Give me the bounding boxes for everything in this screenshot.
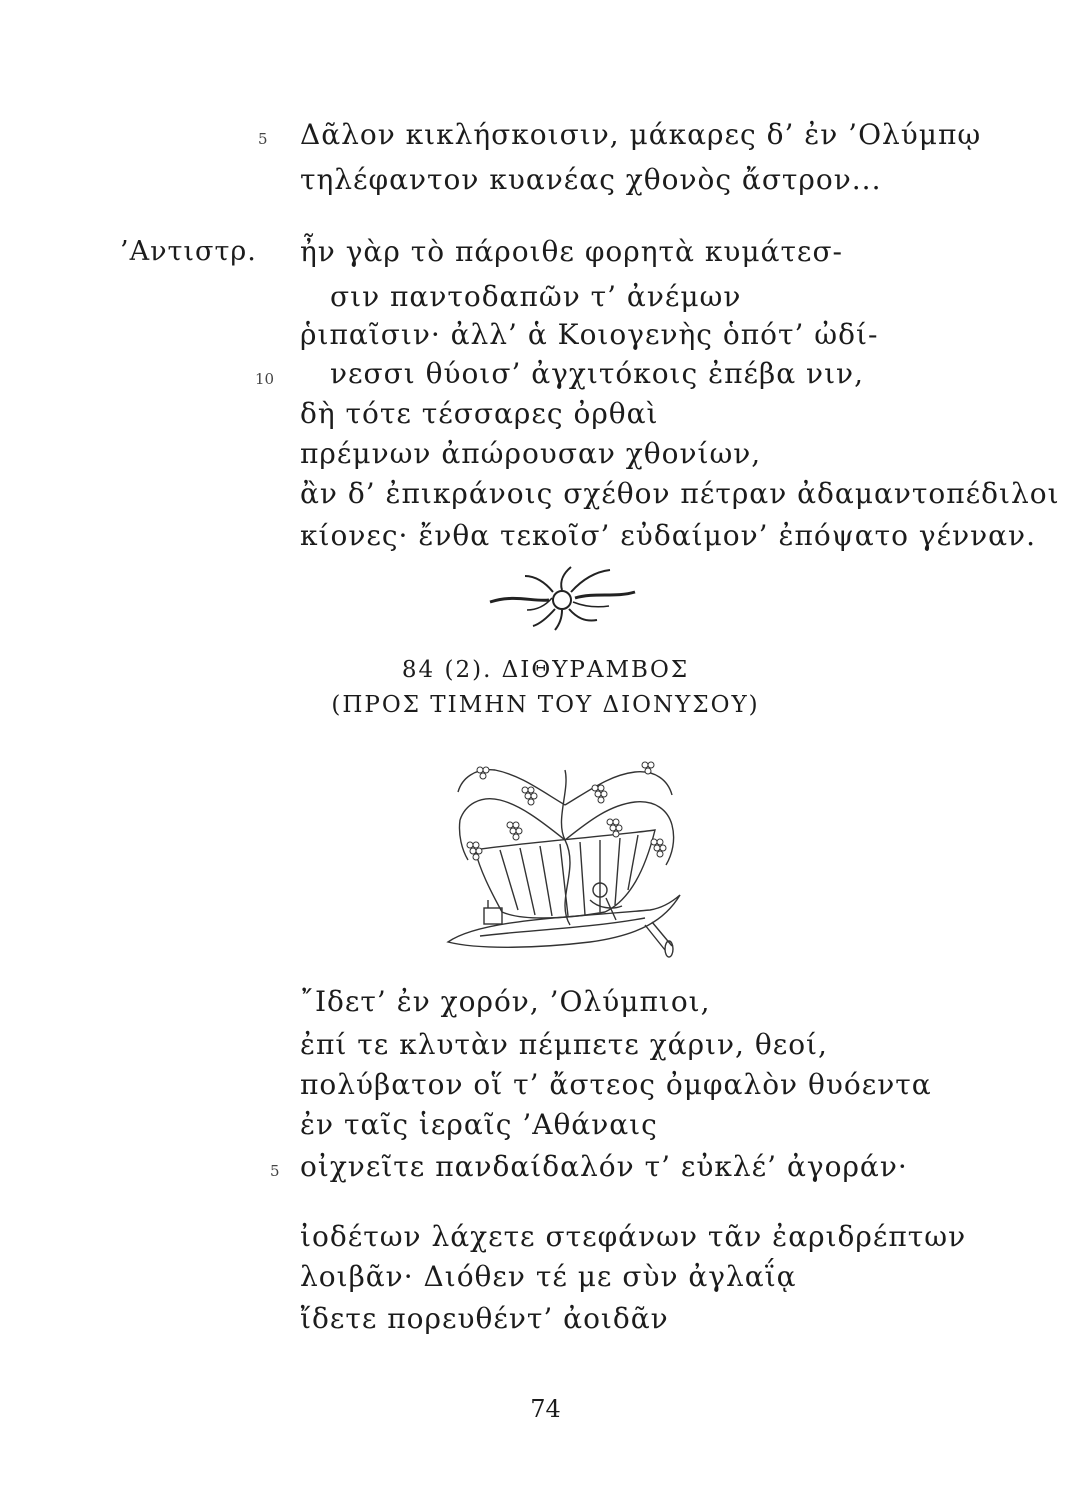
- verse-line: σιν παντοδαπῶν τ’ ἀνέμων: [330, 280, 742, 313]
- verse-line: Δᾶλον κικλήσκοισιν, μάκαρες δ’ ἐν ’Ολύμπῳ: [300, 118, 982, 151]
- verse-line: νεσσι θύοισ’ ἀγχιτόκοις ἐπέβα νιν,: [330, 357, 864, 390]
- antistrophe-label: ’Αντιστρ.: [120, 236, 257, 267]
- verse-line: κίονες· ἔνθα τεκοῖσ’ εὐδαίμον’ ἐπόψατο γένναν.: [300, 519, 1036, 552]
- poem-title: 84 (2). ΔΙΘΥΡΑΜΒΟΣ: [401, 657, 690, 683]
- verse-line: ἐπί τε κλυτὰν πέμπετε χάριν, θεοί,: [300, 1028, 828, 1061]
- verse-line: οἰχνεῖτε πανδαίδαλόν τ’ εὐκλέ’ ἀγοράν·: [300, 1150, 908, 1183]
- line-number-5: 5: [270, 1162, 280, 1180]
- verse-line: ἦν γὰρ τὸ πάροιθε φορητὰ κυμάτεσ-: [300, 235, 844, 268]
- sun-ornament: [485, 562, 640, 634]
- vine-ship-illustration: [440, 750, 690, 965]
- line-number-10: 10: [255, 370, 275, 388]
- verse-line: ἐν ταῖς ἱεραῖς ’Αθάναις: [300, 1108, 658, 1141]
- poem-subtitle: (ΠΡΟΣ ΤΙΜΗΝ ΤΟΥ ΔΙΟΝΥΣΟΥ): [331, 692, 760, 718]
- verse-line: ἂν δ’ ἐπικράνοις σχέθον πέτραν ἀδαμαντοπέδιλοι: [300, 477, 1060, 510]
- verse-line: ῎Ιδετ’ ἐν χορόν, ’Ολύμπιοι,: [300, 985, 711, 1018]
- verse-line: δὴ τότε τέσσαρες ὀρθαὶ: [300, 397, 659, 430]
- verse-line: πρέμνων ἀπώρουσαν χθονίων,: [300, 437, 762, 470]
- verse-line: πολύβατον οἵ τ’ ἄστεος ὀμφαλὸν θυόεντα: [300, 1068, 932, 1101]
- page-number: 74: [530, 1395, 561, 1423]
- verse-line: ἰοδέτων λάχετε στεφάνων τᾶν ἐαριδρέπτων: [300, 1220, 967, 1253]
- verse-line: λοιβᾶν· Διόθεν τέ με σὺν ἀγλαΐᾳ: [300, 1260, 797, 1293]
- verse-line: ῥιπαῖσιν· ἀλλ’ ἁ Κοιογενὴς ὁπότ’ ὠδί-: [300, 318, 879, 351]
- verse-line: ἴδετε πορευθέντ’ ἀοιδᾶν: [300, 1302, 669, 1335]
- verse-line: τηλέφαντον κυανέας χθονὸς ἄστρον...: [300, 163, 882, 196]
- line-number-5: 5: [258, 130, 268, 148]
